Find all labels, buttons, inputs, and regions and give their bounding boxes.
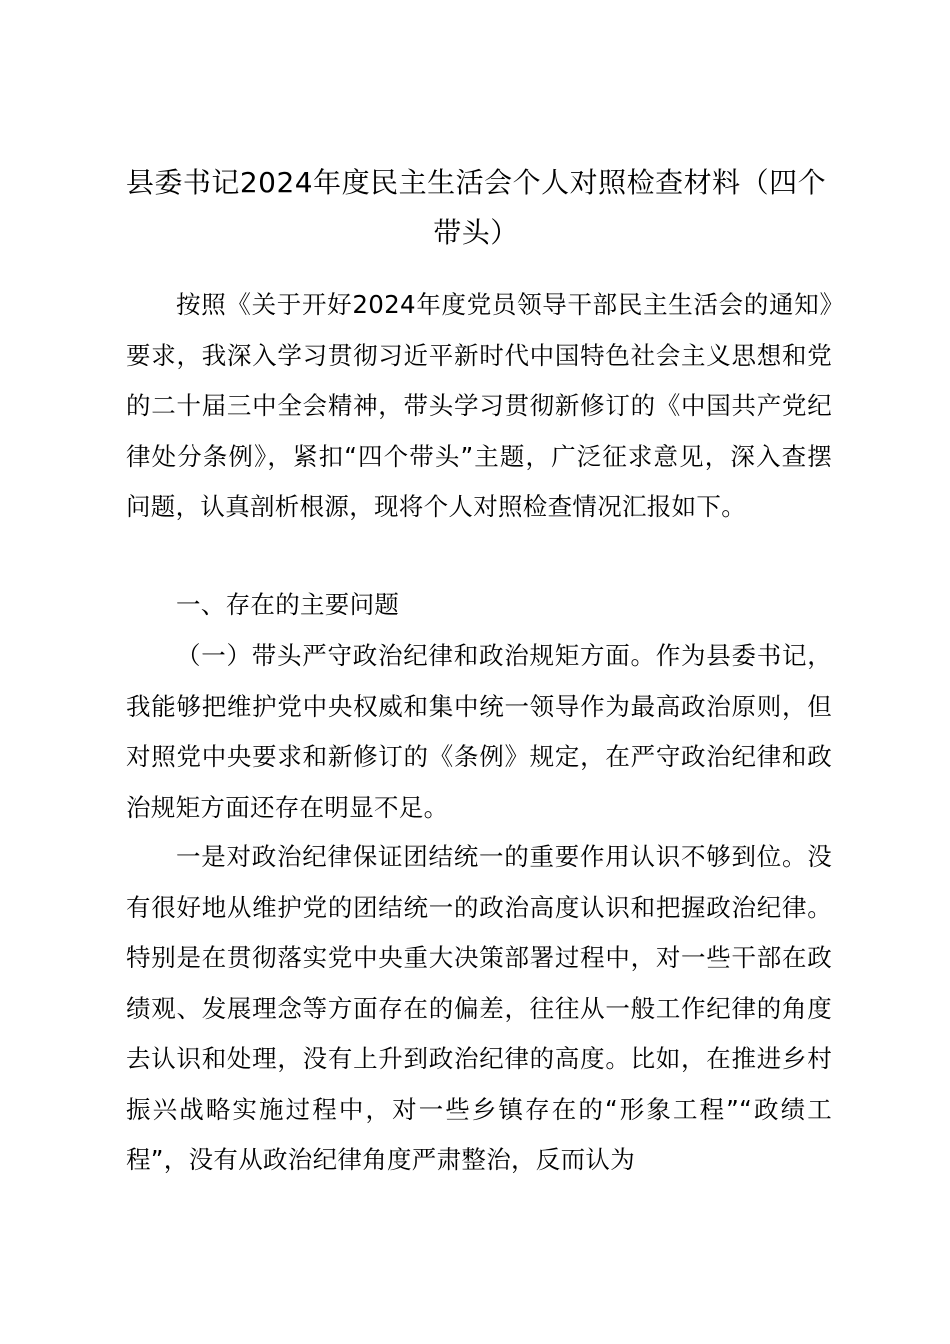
point-paragraph: 一是对政治纪律保证团结统一的重要作用认识不够到位。没有很好地从维护党的团结统一的政治高度认识和把握政治纪律。特别是在贯彻落实党中央重大决策部署过程中，对一些干部在政绩观、发展理念等方面存在的偏差，往往从一般工作纪律的角度去认识和处理，没有上升到政治纪律的高度。比如，在推进乡村振兴战略实施过程中，对一些乡镇存在的“形象工程”“政绩工程”，没有从政治纪律角度严肃整治，反而认为 xyxy=(126,842,832,1174)
subsection-paragraph: （一）带头严守政治纪律和政治规矩方面。作为县委书记，我能够把维护党中央权威和集中统一领导作为最高政治原则，但对照党中央要求和新修订的《条例》规定，在严守政治纪律和政治规矩方面还存在明显不足。 xyxy=(126,641,832,822)
section-heading: 一、存在的主要问题 xyxy=(176,590,400,619)
document-title: 县委书记2024年度民主生活会个人对照检查材料（四个带头） xyxy=(125,166,827,249)
intro-paragraph: 按照《关于开好2024年度党员领导干部民主生活会的通知》要求，我深入学习贯彻习近平新时代中国特色社会主义思想和党的二十届三中全会精神，带头学习贯彻新修订的《中国共产党纪律处分条例》，紧扣“四个带头”主题，广泛征求意见，深入查摆问题，认真剖析根源，现将个人对照检查情况汇报如下。 xyxy=(126,290,832,521)
